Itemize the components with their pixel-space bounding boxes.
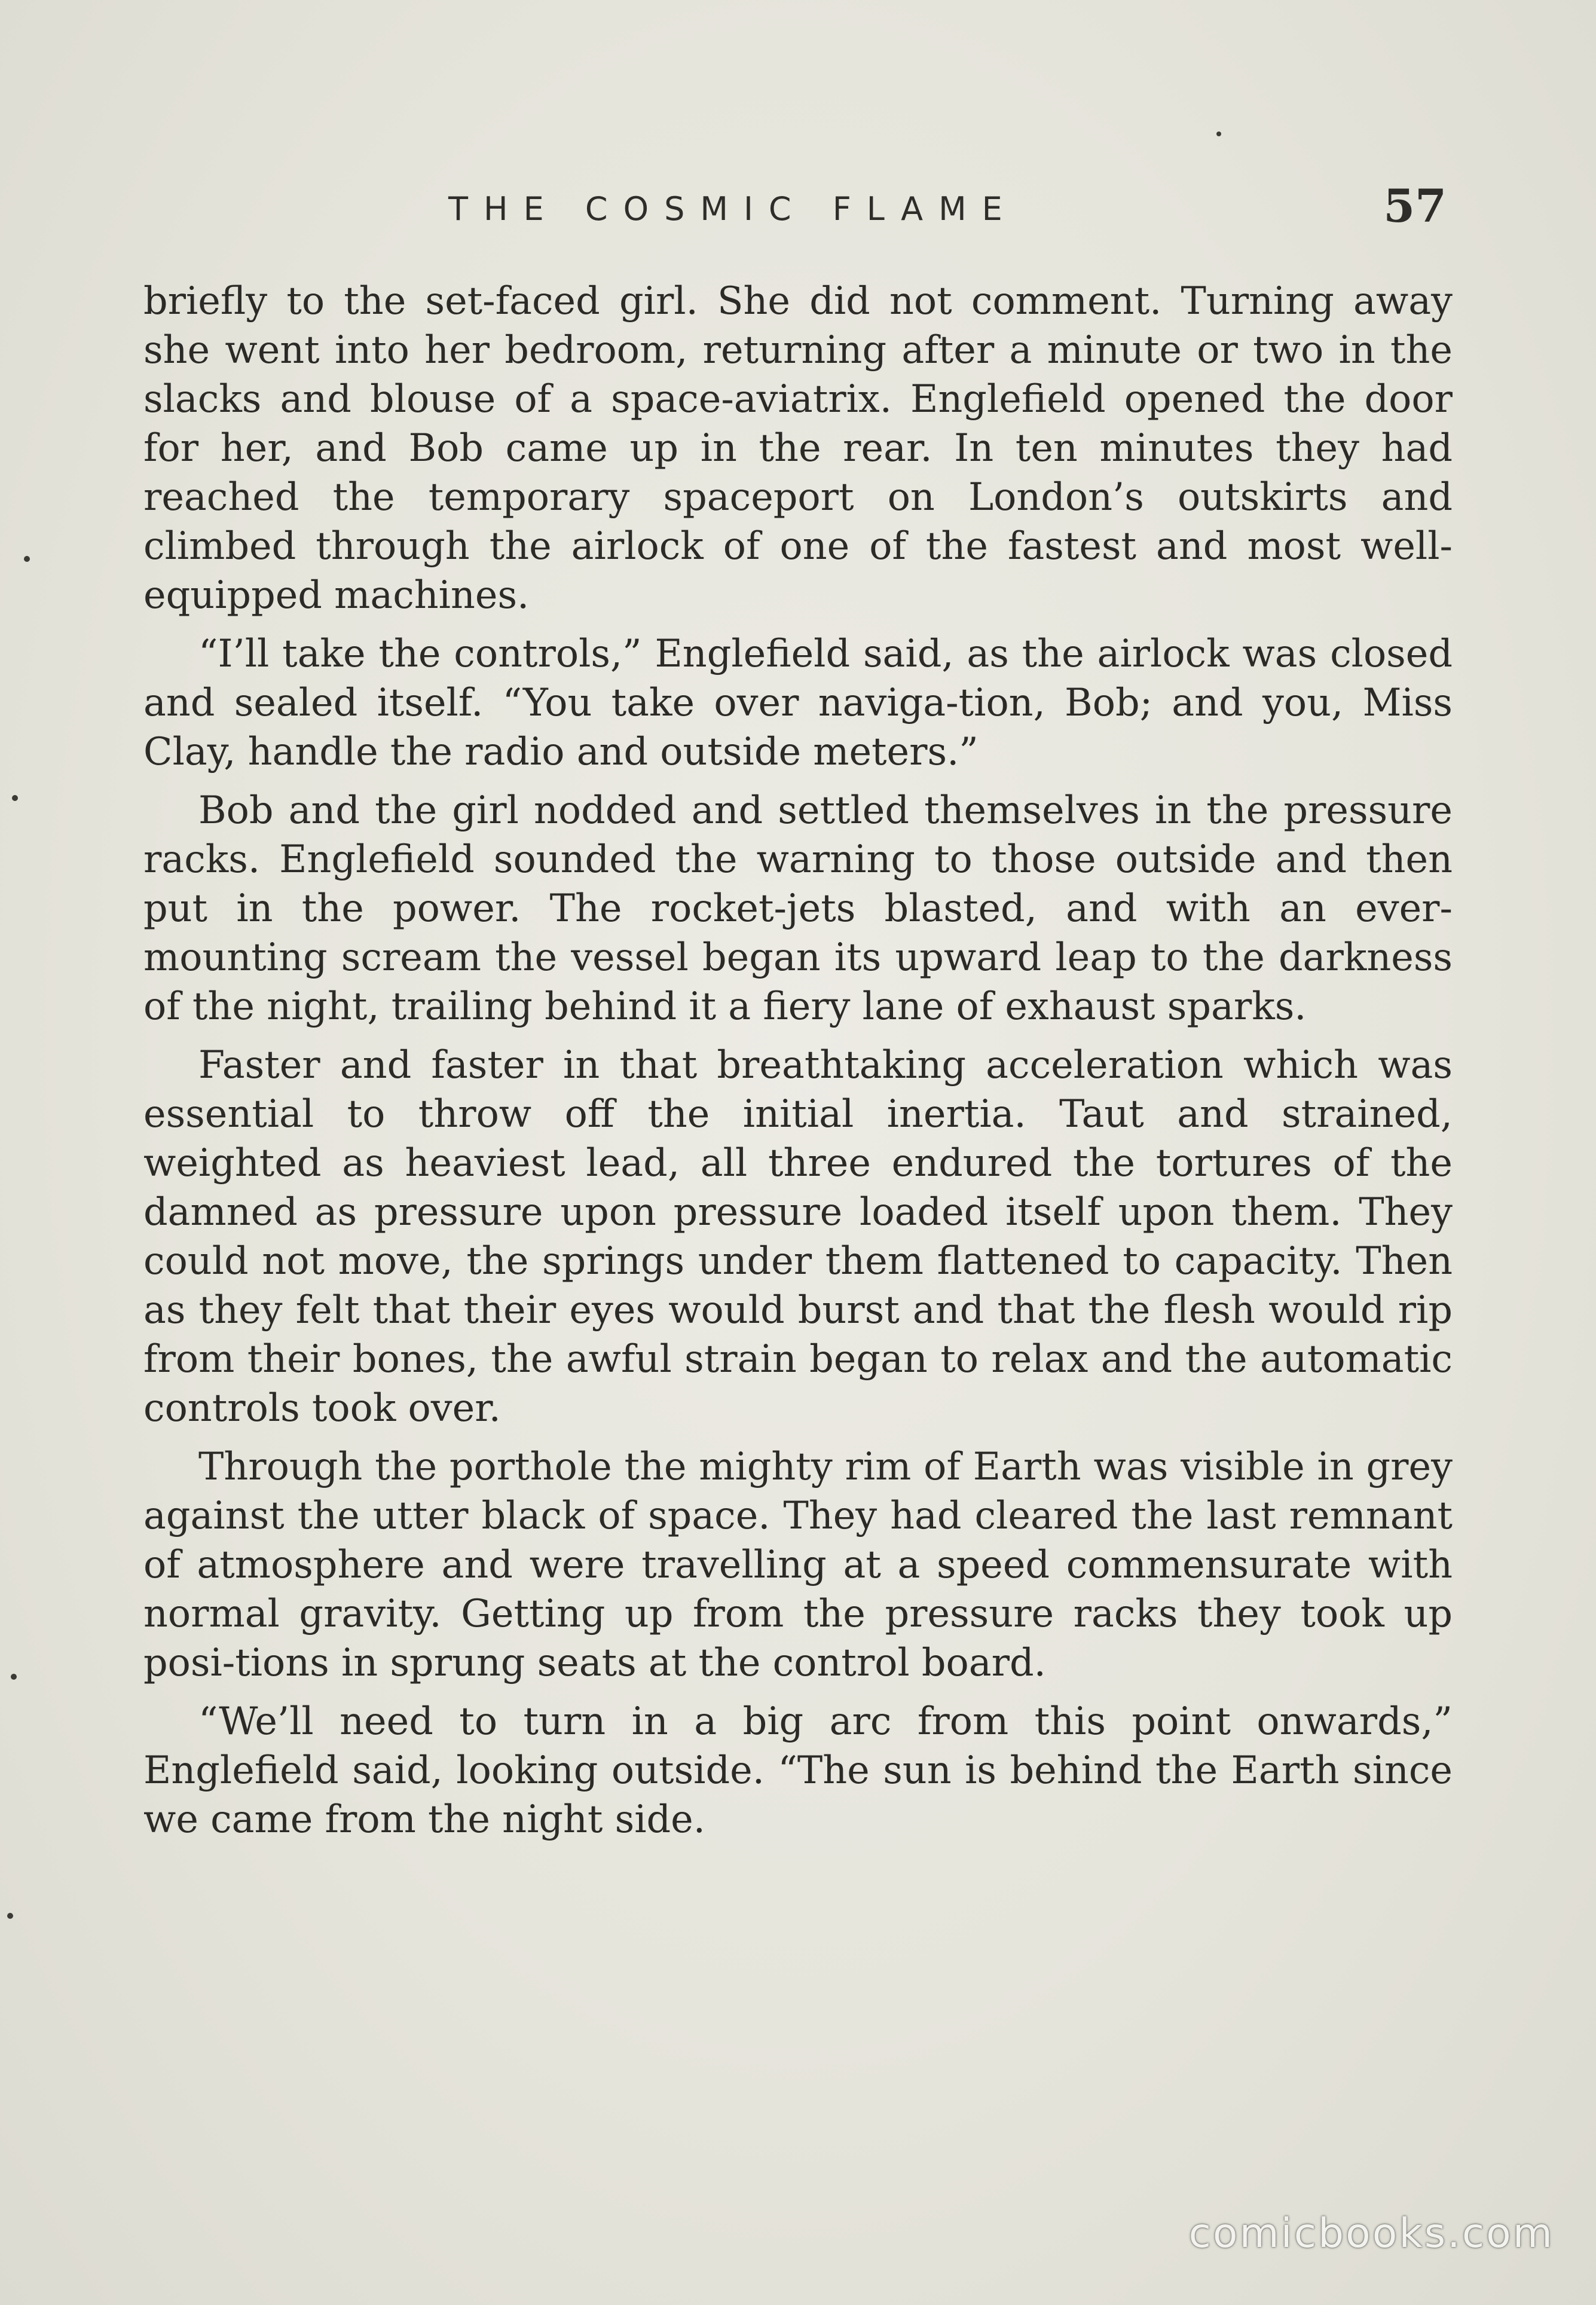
paragraph: “We’ll need to turn in a big arc from this point onwards,” Englefield said, looking outside. “The sun is behind the Earth since we came from the night side. xyxy=(143,1699,1453,1841)
paragraph: briefly to the set-faced girl. She did not comment. Turning away she went into her bedroom, returning after a minute or two in the slacks and blouse of a space-aviatrix. Englefield opened the door for her, and Bob came up in the rear. In ten minutes they had reached the temporary spaceport on London’s outskirts and climbed through the airlock of one of the fastest and most well-equipped machines. xyxy=(143,279,1453,617)
paper-speck xyxy=(1216,132,1221,136)
paper-speck xyxy=(7,1913,13,1919)
running-title: THE COSMIC FLAME xyxy=(448,190,1018,228)
paper-speck xyxy=(12,795,18,801)
watermark: comicbooks.com xyxy=(1188,2210,1554,2257)
page-number: 57 xyxy=(1383,179,1447,233)
paragraph: Bob and the girl nodded and settled themselves in the pressure racks. Englefield sounded the warning to those outside and then put in the power. The rocket-jets blasted, and with an ever-mounting scream the vessel began its upward leap to the darkness of the night, trailing behind it a fiery lane of exhaust sparks. xyxy=(143,788,1453,1028)
paragraph: “I’ll take the controls,” Englefield said, as the airlock was closed and sealed itself. “You take over naviga-tion, Bob; and you, Miss Clay, handle the radio and outside meters.” xyxy=(143,631,1453,774)
paragraph: Faster and faster in that breathtaking acceleration which was essential to throw off the initial inertia. Taut and strained, weighted as heaviest lead, all three endured the tortures of the damned as pressure upon pressure loaded itself upon them. They could not move, the springs under them flattened to capacity. Then as they felt that their eyes would burst and that the flesh would rip from their bones, the awful strain began to relax and the automatic controls took over. xyxy=(143,1043,1453,1430)
body-text xyxy=(143,276,1453,1853)
page-header xyxy=(143,179,1453,239)
paper-speck xyxy=(11,1674,17,1680)
paper-speck xyxy=(24,556,30,562)
paragraph: Through the porthole the mighty rim of Earth was visible in grey against the utter black of space. They had cleared the last remnant of atmosphere and were travelling at a speed commensurate with normal gravity. Getting up from the pressure racks they took up posi-tions in sprung seats at the control board. xyxy=(143,1444,1453,1685)
